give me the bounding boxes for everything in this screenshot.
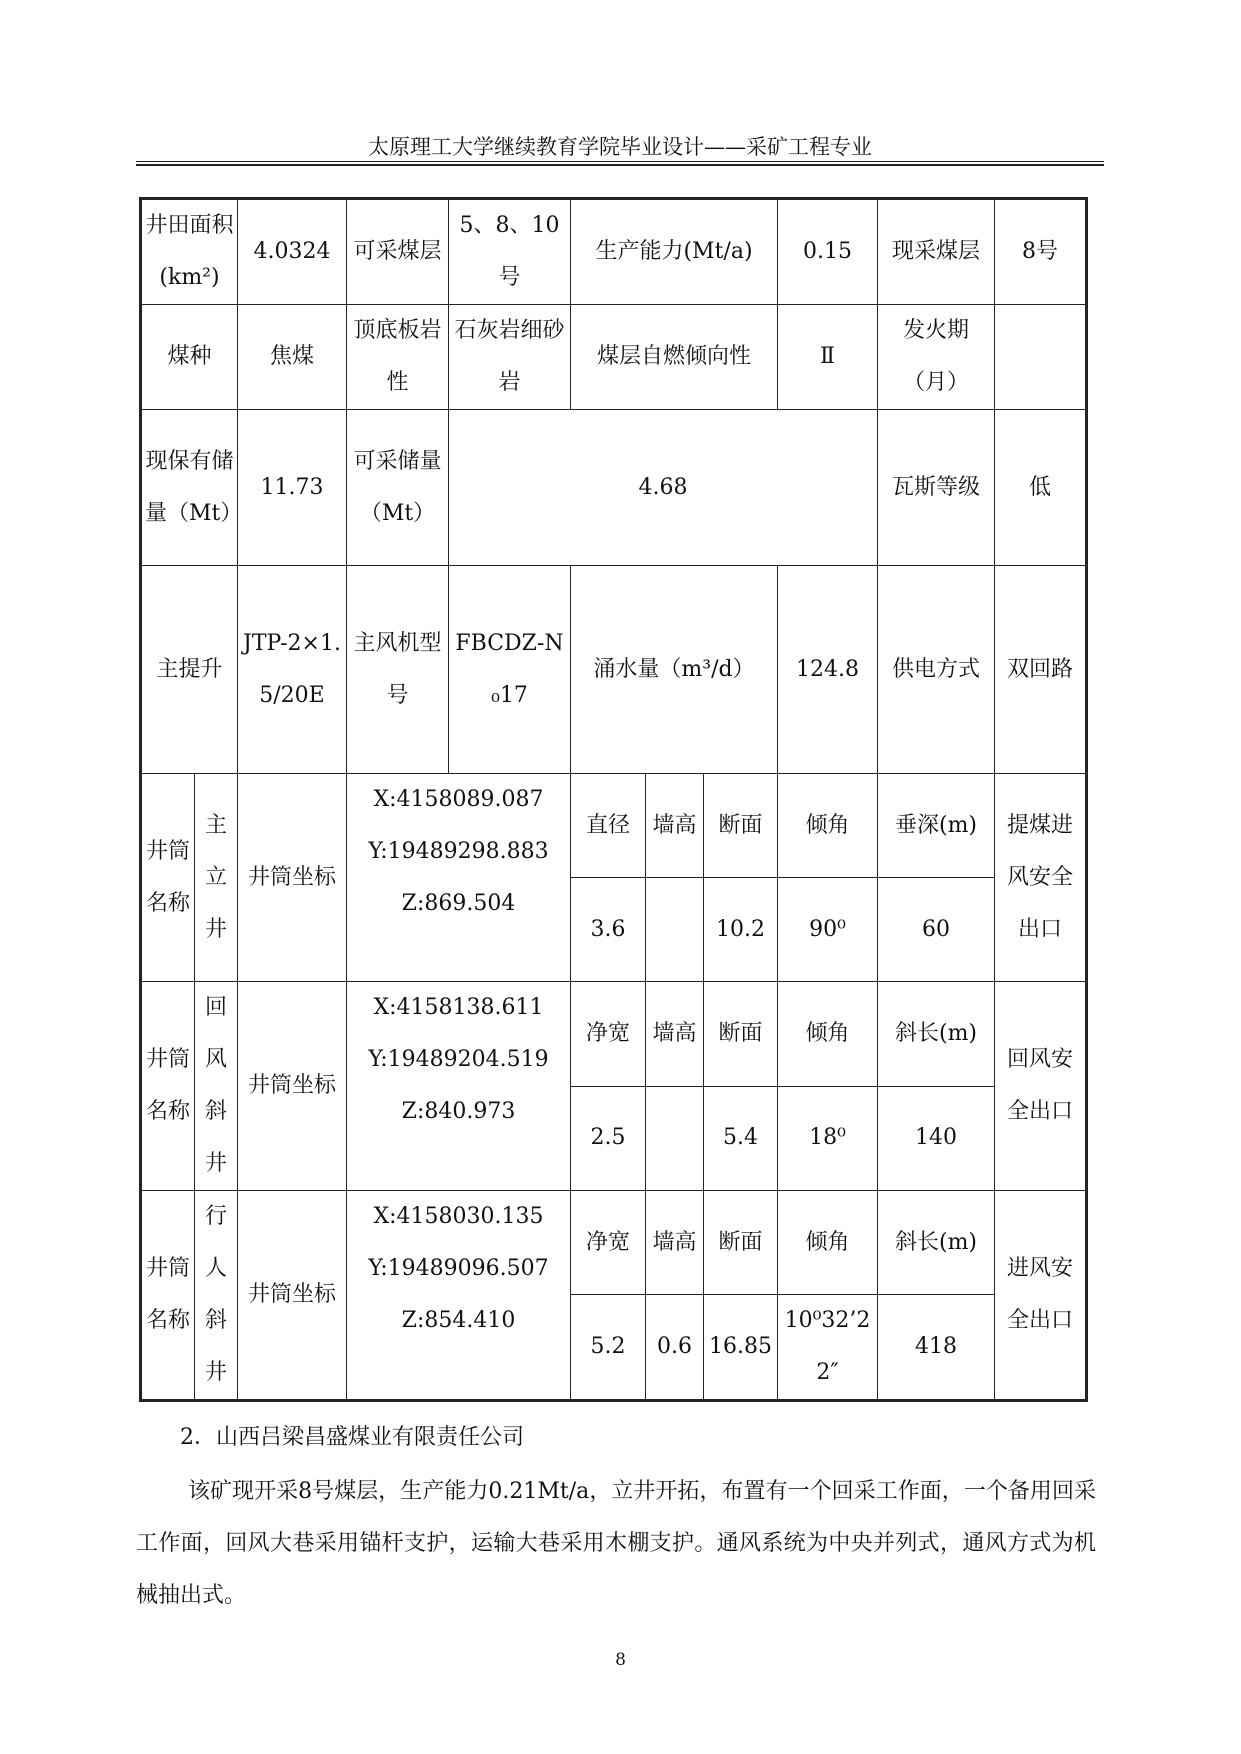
table-cell: 井筒名称 — [141, 774, 195, 982]
table-cell: 焦煤 — [238, 305, 347, 410]
table-cell: 4.68 — [449, 410, 878, 566]
table-cell: 双回路 — [995, 566, 1087, 774]
table-cell: 5.2 — [571, 1295, 646, 1401]
table-row — [141, 199, 1087, 305]
table-cell: 墙高 — [646, 982, 704, 1087]
table-cell: 垂深(m) — [878, 774, 995, 878]
table-cell: 140 — [878, 1086, 995, 1191]
table-cell: 18⁰ — [778, 1086, 878, 1191]
table-cell: JTP-2×1.5/20E — [238, 566, 347, 774]
table-cell: Ⅱ — [778, 305, 878, 410]
mine-info-table — [139, 197, 1088, 1402]
table-cell: 井筒坐标 — [238, 982, 347, 1191]
coord-x: X:4158138.611 — [373, 995, 544, 1020]
table-cell: 8号 — [995, 199, 1087, 305]
coord-z: Z:869.504 — [401, 891, 516, 916]
table-cell: 可采储量（Mt） — [347, 410, 449, 566]
coord-y: Y:19489096.507 — [368, 1256, 549, 1281]
table-cell: 发火期（月） — [878, 305, 995, 410]
table-cell: 墙高 — [646, 1191, 704, 1295]
table-cell: 断面 — [704, 982, 778, 1087]
table-cell: 16.85 — [704, 1295, 778, 1401]
table-cell: 倾角 — [778, 982, 878, 1087]
table-cell: 可采煤层 — [347, 199, 449, 305]
section-heading: 2．山西吕梁昌盛煤业有限责任公司 — [180, 1425, 524, 1450]
table-cell: 倾角 — [778, 774, 878, 878]
coord-z: Z:854.410 — [401, 1308, 516, 1333]
table-cell: 2.5 — [571, 1086, 646, 1191]
table-cell: 4.0324 — [238, 199, 347, 305]
table-cell: 井筒名称 — [141, 982, 195, 1191]
page-header: 太原理工大学继续教育学院毕业设计——采矿工程专业 — [368, 135, 872, 159]
table-cell: 倾角 — [778, 1191, 878, 1295]
table-cell: 3.6 — [571, 878, 646, 982]
table-cell: 5、8、10号 — [449, 199, 571, 305]
table-cell: 斜长(m) — [878, 982, 995, 1087]
table-row — [141, 1191, 1087, 1295]
table-cell — [646, 1086, 704, 1191]
table-cell: 进风安全出口 — [995, 1191, 1087, 1401]
table-cell: 涌水量（m³/d） — [571, 566, 778, 774]
table-cell: 回风斜井 — [195, 982, 238, 1191]
body-paragraph: 该矿现开采8号煤层，生产能力0.21Mt/a，立井开拓，布置有一个回采工作面，一个备用回采工作面，回风大巷采用锚杆支护，运输大巷采用木棚支护。通风系统为中央并列式，通风方式为机械抽出式。 — [136, 1479, 1096, 1608]
table-cell: 斜长(m) — [878, 1191, 995, 1295]
table-cell: 井筒坐标 — [238, 1191, 347, 1401]
table-cell: 11.73 — [238, 410, 347, 566]
header-rule-thin — [136, 161, 1104, 162]
table-cell: 井筒名称 — [141, 1191, 195, 1401]
table-cell: 主提升 — [141, 566, 238, 774]
table-cell — [995, 305, 1087, 410]
table-cell: 井田面积(km²) — [141, 199, 238, 305]
coord-z: Z:840.973 — [401, 1099, 516, 1124]
table-cell: FBCDZ-N₀17 — [449, 566, 571, 774]
table-cell: 418 — [878, 1295, 995, 1401]
table-cell: 60 — [878, 878, 995, 982]
table-row — [141, 305, 1087, 410]
table-cell: 现采煤层 — [878, 199, 995, 305]
table-cell: 0.15 — [778, 199, 878, 305]
header-rule-thick — [136, 164, 1104, 166]
table-cell: 生产能力(Mt/a) — [571, 199, 778, 305]
table-cell — [646, 878, 704, 982]
table-cell: 10.2 — [704, 878, 778, 982]
coord-x: X:4158030.135 — [373, 1204, 544, 1229]
table-row — [141, 566, 1087, 774]
shaft-coordinates — [347, 982, 571, 1191]
coord-y: Y:19489298.883 — [368, 839, 549, 864]
table-cell: 90⁰ — [778, 878, 878, 982]
table-cell: 瓦斯等级 — [878, 410, 995, 566]
table-row — [141, 982, 1087, 1087]
table-cell: 直径 — [571, 774, 646, 878]
table-cell: 5.4 — [704, 1086, 778, 1191]
table-cell: 煤层自燃倾向性 — [571, 305, 778, 410]
coord-y: Y:19489204.519 — [368, 1047, 549, 1072]
table-cell: 净宽 — [571, 982, 646, 1087]
table-cell: 墙高 — [646, 774, 704, 878]
table-cell: 顶底板岩性 — [347, 305, 449, 410]
table-cell: 10⁰32’22″ — [778, 1295, 878, 1401]
table-cell: 井筒坐标 — [238, 774, 347, 982]
table-row — [141, 410, 1087, 566]
table-cell: 主立井 — [195, 774, 238, 982]
table-cell: 124.8 — [778, 566, 878, 774]
table-cell: 断面 — [704, 1191, 778, 1295]
coord-x: X:4158089.087 — [373, 787, 544, 812]
shaft-coordinates — [347, 1191, 571, 1401]
table-cell: 提煤进风安全出口 — [995, 774, 1087, 982]
table-cell: 0.6 — [646, 1295, 704, 1401]
page-number: 8 — [615, 1650, 626, 1670]
table-cell: 石灰岩细砂岩 — [449, 305, 571, 410]
table-cell: 回风安全出口 — [995, 982, 1087, 1191]
table-cell: 低 — [995, 410, 1087, 566]
table-row — [141, 774, 1087, 878]
table-cell: 行人斜井 — [195, 1191, 238, 1401]
table-cell: 主风机型号 — [347, 566, 449, 774]
table-cell: 现保有储量（Mt） — [141, 410, 238, 566]
table-cell: 煤种 — [141, 305, 238, 410]
table-cell: 净宽 — [571, 1191, 646, 1295]
shaft-coordinates — [347, 774, 571, 982]
table-cell: 供电方式 — [878, 566, 995, 774]
table-cell: 断面 — [704, 774, 778, 878]
